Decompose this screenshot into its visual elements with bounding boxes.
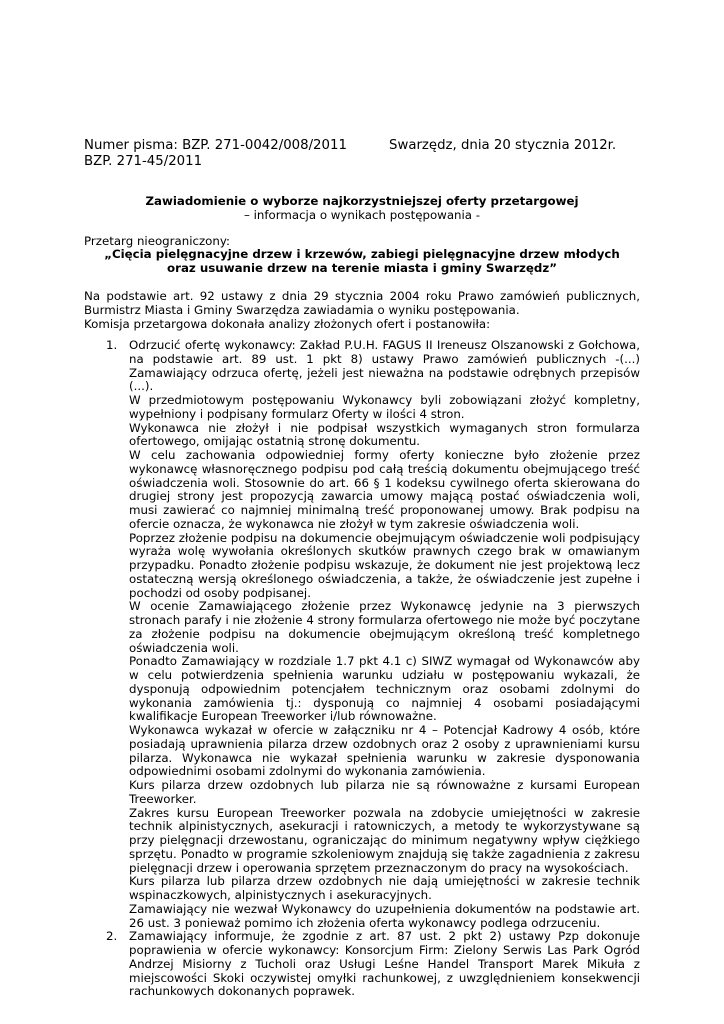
place-and-date: Swarzędz, dnia 20 stycznia 2012r. [389,138,617,153]
intro-line-legal-basis: Na podstawie art. 92 ustawy z dnia 29 stycznia 2004 roku Prawo zamówień publicznych, [84,289,640,303]
decision-paragraph: W ocenie Zamawiającego złożenie przez Wykonawcę jedynie na 3 pierwszych stronach parafy i nie złożenie 4 strony formularza ofertowego nie może być poczytane za złożenie podpisu na dokumencie obejmującym określoną treść kompletnego oświadczenia woli. [129,599,640,655]
decision-paragraph: Wykonawca nie złożył i nie podpisał wszystkich wymaganych stron formularza ofertowego, omijając ostatnią stronę dokumentu. [129,420,640,449]
reference-number-secondary: BZP. 271-45/2011 [84,154,203,169]
decision-paragraph: W celu zachowania odpowiedniej formy oferty konieczne było złożenie przez wykonawcę własnoręcznego podpisu pod całą treścią dokumentu obejmującego treść oświadczenia woli. Stosownie do art. 66 § 1 kodeksu cywilnego oferta skierowana do drugiej strony jest propozycją zawarcia umowy mającą postać oświadczenia woli, musi zawierać co najmniej minimalną treść proponowanej umowy. Brak podpisu na ofercie oznacza, że wykonawca nie złożył w tym zakresie oświadczenia woli. [129,448,640,531]
decision-paragraph: Kurs pilarza drzew ozdobnych lub pilarza nie są równoważne z kursami European Treeworker. [129,778,640,806]
decision-number: 1. [106,338,118,352]
decision-item-1 [84,339,640,930]
decision-paragraph: Zakres kursu European Treeworker pozwala na zdobycie umiejętności w zakresie technik alpinistycznych, asekuracji i ratowniczych, a metody te wykorzystywane są przy pielęgnacji drzewostanu, ograniczając do minimum negatywny wpływ ciężkiego sprzętu. Ponadto w programie szkoleniowym znajdują się także zagadnienia z zakresu pielęgnacji drzew i operowania sprzętem przeznaczonym do pracy na wysokościach. [129,805,640,875]
decision-paragraph: Wykonawca wykazał w ofercie w załączniku nr 4 – Potencjał Kadrowy 4 osób, które posiadają uprawnienia pilarza drzew ozdobnych oraz 2 osoby z uprawnieniami kursu pilarza. Wykonawca nie wykazał spełnienia warunku w zakresie dysponowania odpowiednimi osobami zdolnymi do wykonania zamówienia. [129,723,640,779]
decision-paragraph: W przedmiotowym postępowaniu Wykonawcy byli zobowiązani złożyć kompletny, wypełniony i podpisany formularz Oferty w ilości 4 stron. [129,393,640,421]
tender-subject-line-1: „Cięcia pielęgnacyjne drzew i krzewów, zabiegi pielęgnacyjne drzew młodych [104,247,620,261]
decision-paragraph: Poprzez złożenie podpisu na dokumencie obejmującym oświadczenie woli podpisujący wyraża wolę wywołania określonych skutków prawnych czego brak w omawianym przypadku. Ponadto złożenie podpisu wskazuje, że dokument nie jest projektową lecz ostateczną wersją określonego oświadczenia, a także, że oświadczenie jest zupełne i pochodzi od osoby podpisanej. [129,530,640,600]
decision-number: 2. [106,929,118,944]
tender-subject-line-2: oraz usuwanie drzew na terenie miasta i gminy Swarzędz” [167,261,557,275]
decisions-list [84,339,640,999]
intro-line-commission: Komisja przetargowa dokonała analizy złożonych ofert i postanowiła: [84,316,491,331]
intro-paragraph [84,290,640,331]
decision-paragraph: Kurs pilarza lub pilarza drzew ozdobnych nie dają umiejętności w zakresie technik wspinaczkowych, alpinistycznych i asekuracyjnych. [129,874,640,902]
tender-type-label: Przetarg nieograniczony: [84,234,230,248]
decision-paragraph: Odrzucić ofertę wykonawcy: Zakład P.U.H. FAGUS II Ireneusz Olszanowski z Gołchowa, na podstawie art. 89 ust. 1 pkt 8) ustawy Prawo zamówień publicznych -(...) Zamawiający odrzuca ofertę, jeżeli jest nieważna na podstawie odrębnych przepisów (...). [129,338,640,394]
decision-item-2 [84,930,640,999]
notice-subtitle: – informacja o wynikach postępowania - [243,208,481,222]
intro-line-notice: Burmistrz Miasta i Gminy Swarzędza zawiadamia o wyniku postępowania. [84,302,520,317]
decision-paragraph: Zamawiający informuje, że zgodnie z art. 87 ust. 2 pkt 2) ustawy Pzp dokonuje poprawienia w ofercie wykonawcy: Konsorcjum Firm: Zielony Serwis Las Park Ogród Andrzej Misiorny z Tucholi oraz Usługi Leśne Handel Transport Marek Mikuła z miejscowości Skoki oczywistej omyłki rachunkowej, z uwzględnieniem konsekwencji rachunkowych dokonanych poprawek. [129,929,640,999]
decision-paragraph: Zamawiający nie wezwał Wykonawcy do uzupełnienia dokumentów na podstawie art. 26 ust. 3 ponieważ pomimo ich złożenia oferta wykonawcy podlega odrzuceniu. [129,901,640,930]
notice-title: Zawiadomienie o wyborze najkorzystniejszej oferty przetargowej [145,194,579,208]
reference-number: Numer pisma: BZP. 271-0042/008/2011 [84,138,347,153]
decision-paragraph: Ponadto Zamawiający w rozdziale 1.7 pkt 4.1 c) SIWZ wymagał od Wykonawców aby w celu potwierdzenia spełnienia warunku udziału w postępowaniu wykazali, że dysponują odpowiednim potencjałem technicznym oraz osobami zdolnymi do wykonania zamówienia tj.: dysponują co najmniej 4 osobami posiadającymi kwalifikacje European Treeworker i/lub równoważne. [129,654,640,724]
